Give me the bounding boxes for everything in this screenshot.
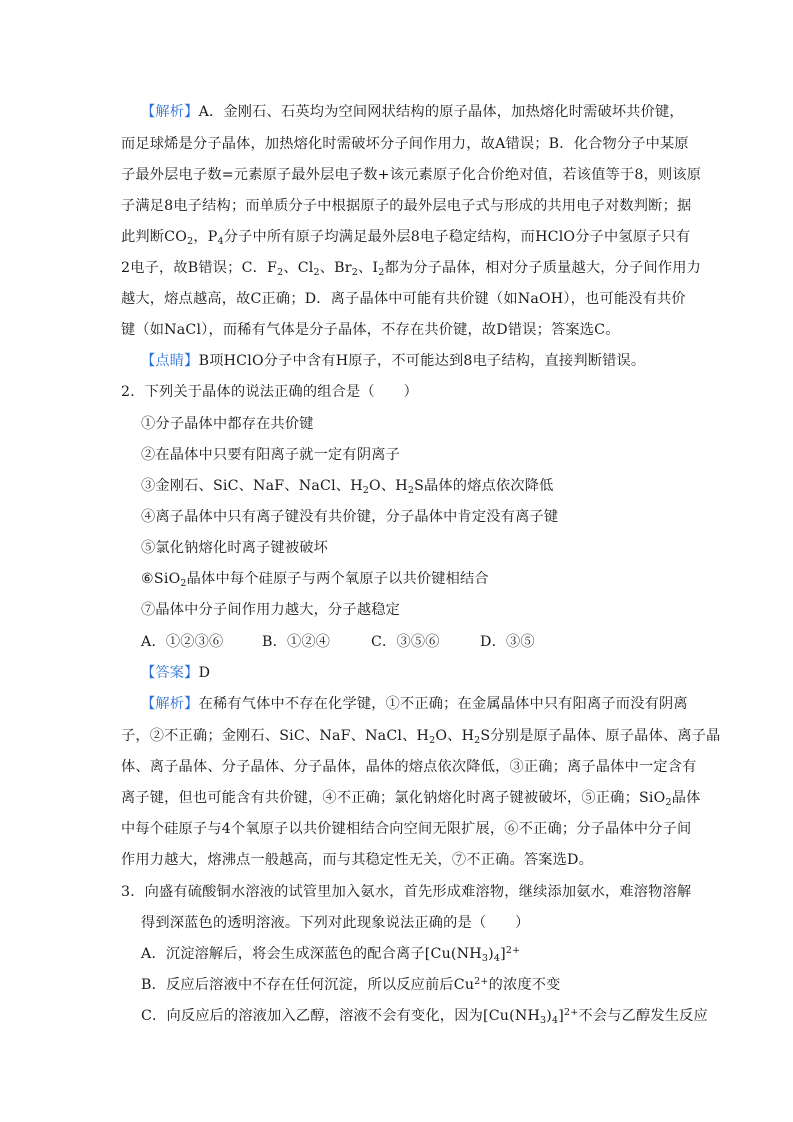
subscript: 2 — [665, 797, 672, 808]
text: ] — [500, 946, 506, 962]
point-tag: 【点睛】 — [141, 353, 199, 369]
superscript: 2+ — [505, 945, 521, 956]
q2-statement-1: ①分子晶体中都存在共价键 — [141, 416, 314, 432]
text: ⑥SiO — [141, 571, 181, 587]
text: ) — [546, 1008, 553, 1024]
text: 子，②不正确；金刚石、SiC、NaF、NaCl、H — [121, 728, 430, 744]
subscript: 2 — [474, 735, 481, 746]
subscript: 2 — [429, 735, 436, 746]
analysis-q1-line-3: 子最外层电子数=元素原子最外层电子数+该元素原子化合价绝对值，若该值等于8，则该原 — [121, 167, 702, 183]
answer-tag: 【答案】 — [141, 665, 199, 681]
text: A．金刚石、石英均为空间网状结构的原子晶体，加热熔化时需破坏共价键， — [198, 104, 684, 120]
q3-option-b — [141, 975, 561, 995]
text: 分子中所有原子均满足最外层8电子稳定结构，而HClO分子中氢原子只有 — [223, 229, 691, 245]
q2-choice-d: D．③⑤ — [480, 634, 535, 650]
superscript: 2+ — [564, 1007, 579, 1018]
q2-statement-5: ⑤氯化钠熔化时离子键被破坏 — [141, 540, 329, 556]
subscript: 4 — [493, 953, 501, 964]
analysis-q2-line-4 — [121, 788, 700, 808]
q2-choice-b: B．①②④ — [262, 634, 331, 650]
q2-choice-a: A．①②③⑥ — [141, 634, 224, 650]
subscript: 2 — [187, 236, 194, 247]
text: 不会与乙醇发生反应 — [578, 1008, 708, 1024]
subscript: 2 — [313, 267, 320, 278]
analysis-tag: 【解析】 — [141, 696, 199, 712]
analysis-q1-line-2: 而足球烯是分子晶体，加热熔化时需破坏分子间作用力，故A错误；B．化合物分子中某原 — [121, 136, 689, 152]
text: ③金刚石、SiC、NaF、NaCl、H — [141, 478, 363, 494]
text: C．向反应后的溶液加入乙醇，溶液不会有变化，因为[Cu(NH — [141, 1008, 541, 1024]
text: ] — [558, 1008, 565, 1024]
analysis-q2-line-1 — [141, 694, 688, 714]
subscript: 2 — [351, 267, 358, 278]
text: 都为分子晶体，相对分子质量越大，分子间作用力 — [384, 260, 701, 276]
q2-statement-2: ②在晶体中只要有阳离子就一定有阴离子 — [141, 447, 400, 463]
text: S晶体的熔点依次降低 — [414, 478, 554, 494]
analysis-tag: 【解析】 — [141, 104, 199, 120]
analysis-q1-line-8: 键（如NaCl），而稀有气体是分子晶体，不存在共价键，故D错误；答案选C。 — [121, 322, 620, 338]
text: O、H — [435, 728, 475, 744]
analysis-q1-line-4: 子满足8电子结构；而单质分子中根据原子的最外层电子式与形成的共用电子对数判断；据 — [121, 198, 692, 214]
subscript: 4 — [217, 236, 224, 247]
subscript: 2 — [180, 578, 187, 589]
subscript: 2 — [407, 485, 415, 496]
analysis-q1-line-6 — [121, 258, 701, 278]
q2-statement-7: ⑦晶体中分子间作用力越大，分子越稳定 — [141, 602, 400, 618]
text: 、I — [358, 260, 379, 276]
text: S分别是原子晶体、原子晶体、离子晶 — [480, 728, 721, 744]
analysis-q2-line-3: 体、离子晶体、分子晶体、分子晶体，晶体的熔点依次降低，③正确；离子晶体中一定含有 — [121, 759, 697, 775]
text: B项HClO分子中含有H原子，不可能达到8电子结构，直接判断错误。 — [198, 353, 646, 369]
analysis-q2-line-2 — [121, 726, 721, 746]
q3-option-a — [141, 944, 520, 964]
text: 离子键，但也可能含有共价键，④不正确；氯化钠熔化时离子键被破坏，⑤正确；SiO — [121, 790, 666, 806]
text: B．反应后溶液中不存在任何沉淀，所以反应前后Cu — [141, 977, 475, 993]
point-q1 — [141, 351, 645, 371]
question-3-stem-line-1: 3．向盛有硫酸铜水溶液的试管里加入氨水，首先形成难溶物，继续添加氨水，难溶物溶解 — [121, 884, 692, 900]
q2-choice-c: C．③⑤⑥ — [371, 634, 440, 650]
text: 在稀有气体中不存在化学键，①不正确；在金属晶体中只有阳离子而没有阴离 — [198, 696, 688, 712]
text: 、Br — [319, 260, 352, 276]
text: O、H — [369, 478, 408, 494]
text: ，P — [193, 229, 218, 245]
q2-answer — [141, 663, 210, 683]
question-3-stem-line-2: 得到深蓝色的透明溶液。下列对此现象说法正确的是（ ） — [141, 915, 530, 931]
text: 2电子，故B错误；C．F — [121, 260, 278, 276]
text: 晶体 — [671, 790, 701, 806]
text: 此判断CO — [121, 229, 188, 245]
text: ) — [488, 946, 494, 962]
text: 的浓度不变 — [488, 977, 561, 993]
subscript: 2 — [362, 485, 370, 496]
analysis-q2-line-5: 中每个硅原子与4个氧原子以共价键相结合向空间无限扩展，⑥不正确；分子晶体中分子间 — [121, 821, 692, 837]
subscript: 3 — [481, 953, 489, 964]
q2-statement-3 — [141, 476, 554, 496]
subscript: 2 — [378, 267, 385, 278]
q2-statement-6 — [141, 569, 489, 589]
analysis-q1-line-5 — [121, 227, 690, 247]
superscript: 2+ — [474, 976, 489, 987]
q3-option-c — [141, 1006, 708, 1026]
analysis-q2-line-6: 作用力越大，熔沸点一般越高，而与其稳定性无关，⑦不正确。答案选D。 — [121, 852, 593, 868]
text: A．沉淀溶解后，将会生成深蓝色的配合离子[Cu(NH — [141, 946, 482, 962]
text: 、Cl — [283, 260, 314, 276]
analysis-q1-line-1 — [141, 102, 684, 122]
question-2-stem: 2．下列关于晶体的说法正确的组合是（ ） — [121, 384, 418, 400]
subscript: 4 — [552, 1015, 559, 1026]
subscript: 2 — [277, 267, 284, 278]
subscript: 3 — [540, 1015, 547, 1026]
analysis-q1-line-7: 越大，熔点越高，故C正确；D．离子晶体中可能有共价键（如NaOH），也可能没有共价 — [121, 291, 686, 307]
text: 晶体中每个硅原子与两个氧原子以共价键相结合 — [186, 571, 489, 587]
answer-value: D — [198, 665, 211, 681]
q2-statement-4: ④离子晶体中只有离子键没有共价键，分子晶体中肯定没有离子键 — [141, 509, 559, 525]
